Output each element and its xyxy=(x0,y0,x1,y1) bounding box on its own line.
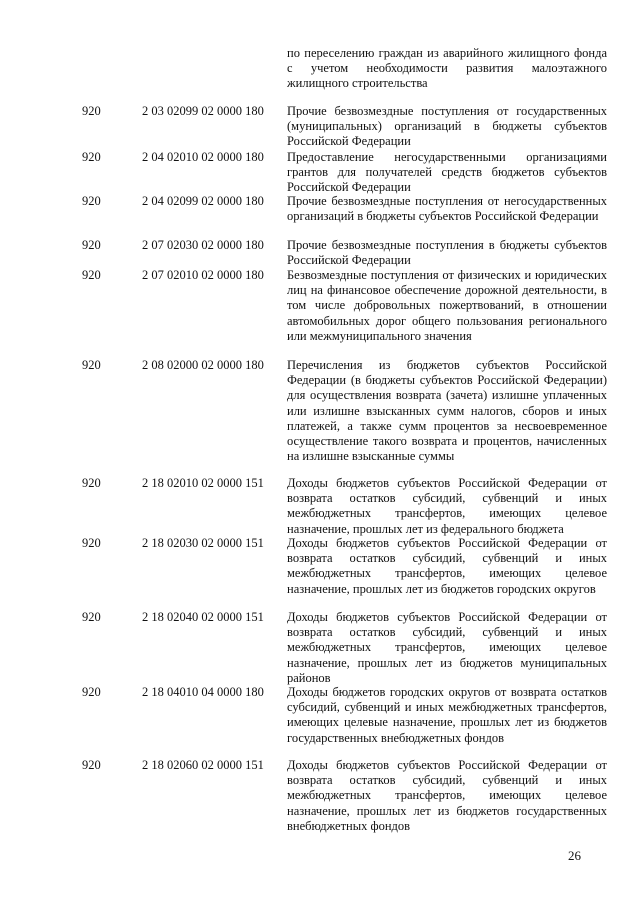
income-description: Доходы бюджетов субъектов Российской Федерации от возврата остатков субсидий, субвенций и иных межбюджетных трансфертов, имеющих целевое назначение, прошлых лет из федерального бюджета xyxy=(287,476,607,536)
admin-code: 920 xyxy=(82,104,101,118)
income-description: Прочие безвозмездные поступления от государственных (муниципальных) организаций в бюджеты субъектов Российской Федерации xyxy=(287,104,607,149)
budget-classification-code: 2 18 04010 04 0000 180 xyxy=(142,685,264,699)
budget-classification-code: 2 18 02060 02 0000 151 xyxy=(142,758,264,772)
budget-classification-code: 2 07 02010 02 0000 180 xyxy=(142,268,264,282)
income-description: Прочие безвозмездные поступления в бюджеты субъектов Российской Федерации xyxy=(287,238,607,268)
income-description: по переселению граждан из аварийного жилищного фонда с учетом необходимости развития малоэтажного жилищного строительства xyxy=(287,46,607,91)
admin-code: 920 xyxy=(82,150,101,164)
income-description: Доходы бюджетов субъектов Российской Федерации от возврата остатков субсидий, субвенций и иных межбюджетных трансфертов, имеющих целевое назначение, прошлых лет из бюджетов муниципальных районов xyxy=(287,610,607,685)
budget-classification-code: 2 18 02030 02 0000 151 xyxy=(142,536,264,550)
income-description: Перечисления из бюджетов субъектов Российской Федерации (в бюджеты субъектов Российской Федерации) для осуществления возврата (зачета) излишне уплаченных или излишне взысканных сумм налогов, сборов и иных платежей, а также сумм процентов за несвоевременное осуществление такого возврата и процентов, начисленных на излишне взысканные суммы xyxy=(287,358,607,464)
budget-classification-code: 2 18 02010 02 0000 151 xyxy=(142,476,264,490)
admin-code: 920 xyxy=(82,476,101,490)
income-description: Безвозмездные поступления от физических и юридических лиц на финансовое обеспечение дорожной деятельности, в том числе добровольных пожертвований, в отношении автомобильных дорог общего пользования регионального или межмуниципального значения xyxy=(287,268,607,343)
budget-classification-code: 2 03 02099 02 0000 180 xyxy=(142,104,264,118)
admin-code: 920 xyxy=(82,238,101,252)
budget-classification-code: 2 04 02010 02 0000 180 xyxy=(142,150,264,164)
admin-code: 920 xyxy=(82,358,101,372)
budget-classification-code: 2 08 02000 02 0000 180 xyxy=(142,358,264,372)
admin-code: 920 xyxy=(82,610,101,624)
income-description: Прочие безвозмездные поступления от негосударственных организаций в бюджеты субъектов Российской Федерации xyxy=(287,194,607,224)
admin-code: 920 xyxy=(82,194,101,208)
admin-code: 920 xyxy=(82,268,101,282)
page-number: 26 xyxy=(568,848,581,863)
budget-classification-code: 2 18 02040 02 0000 151 xyxy=(142,610,264,624)
admin-code: 920 xyxy=(82,685,101,699)
budget-classification-code: 2 04 02099 02 0000 180 xyxy=(142,194,264,208)
admin-code: 920 xyxy=(82,536,101,550)
income-description: Предоставление негосударственными организациями грантов для получателей средств бюджетов субъектов Российской Федерации xyxy=(287,150,607,195)
income-description: Доходы бюджетов городских округов от возврата остатков субсидий, субвенций и иных межбюджетных трансфертов, имеющих целевые назначение, прошлых лет из бюджетов государственных внебюджетных фондов xyxy=(287,685,607,745)
income-description: Доходы бюджетов субъектов Российской Федерации от возврата остатков субсидий, субвенций и иных межбюджетных трансфертов, имеющих целевое назначение, прошлых лет из бюджетов государственных внебюджетных фондов xyxy=(287,758,607,833)
income-description: Доходы бюджетов субъектов Российской Федерации от возврата остатков субсидий, субвенций и иных межбюджетных трансфертов, имеющих целевое назначение, прошлых лет из бюджетов городских округов xyxy=(287,536,607,596)
admin-code: 920 xyxy=(82,758,101,772)
budget-classification-code: 2 07 02030 02 0000 180 xyxy=(142,238,264,252)
